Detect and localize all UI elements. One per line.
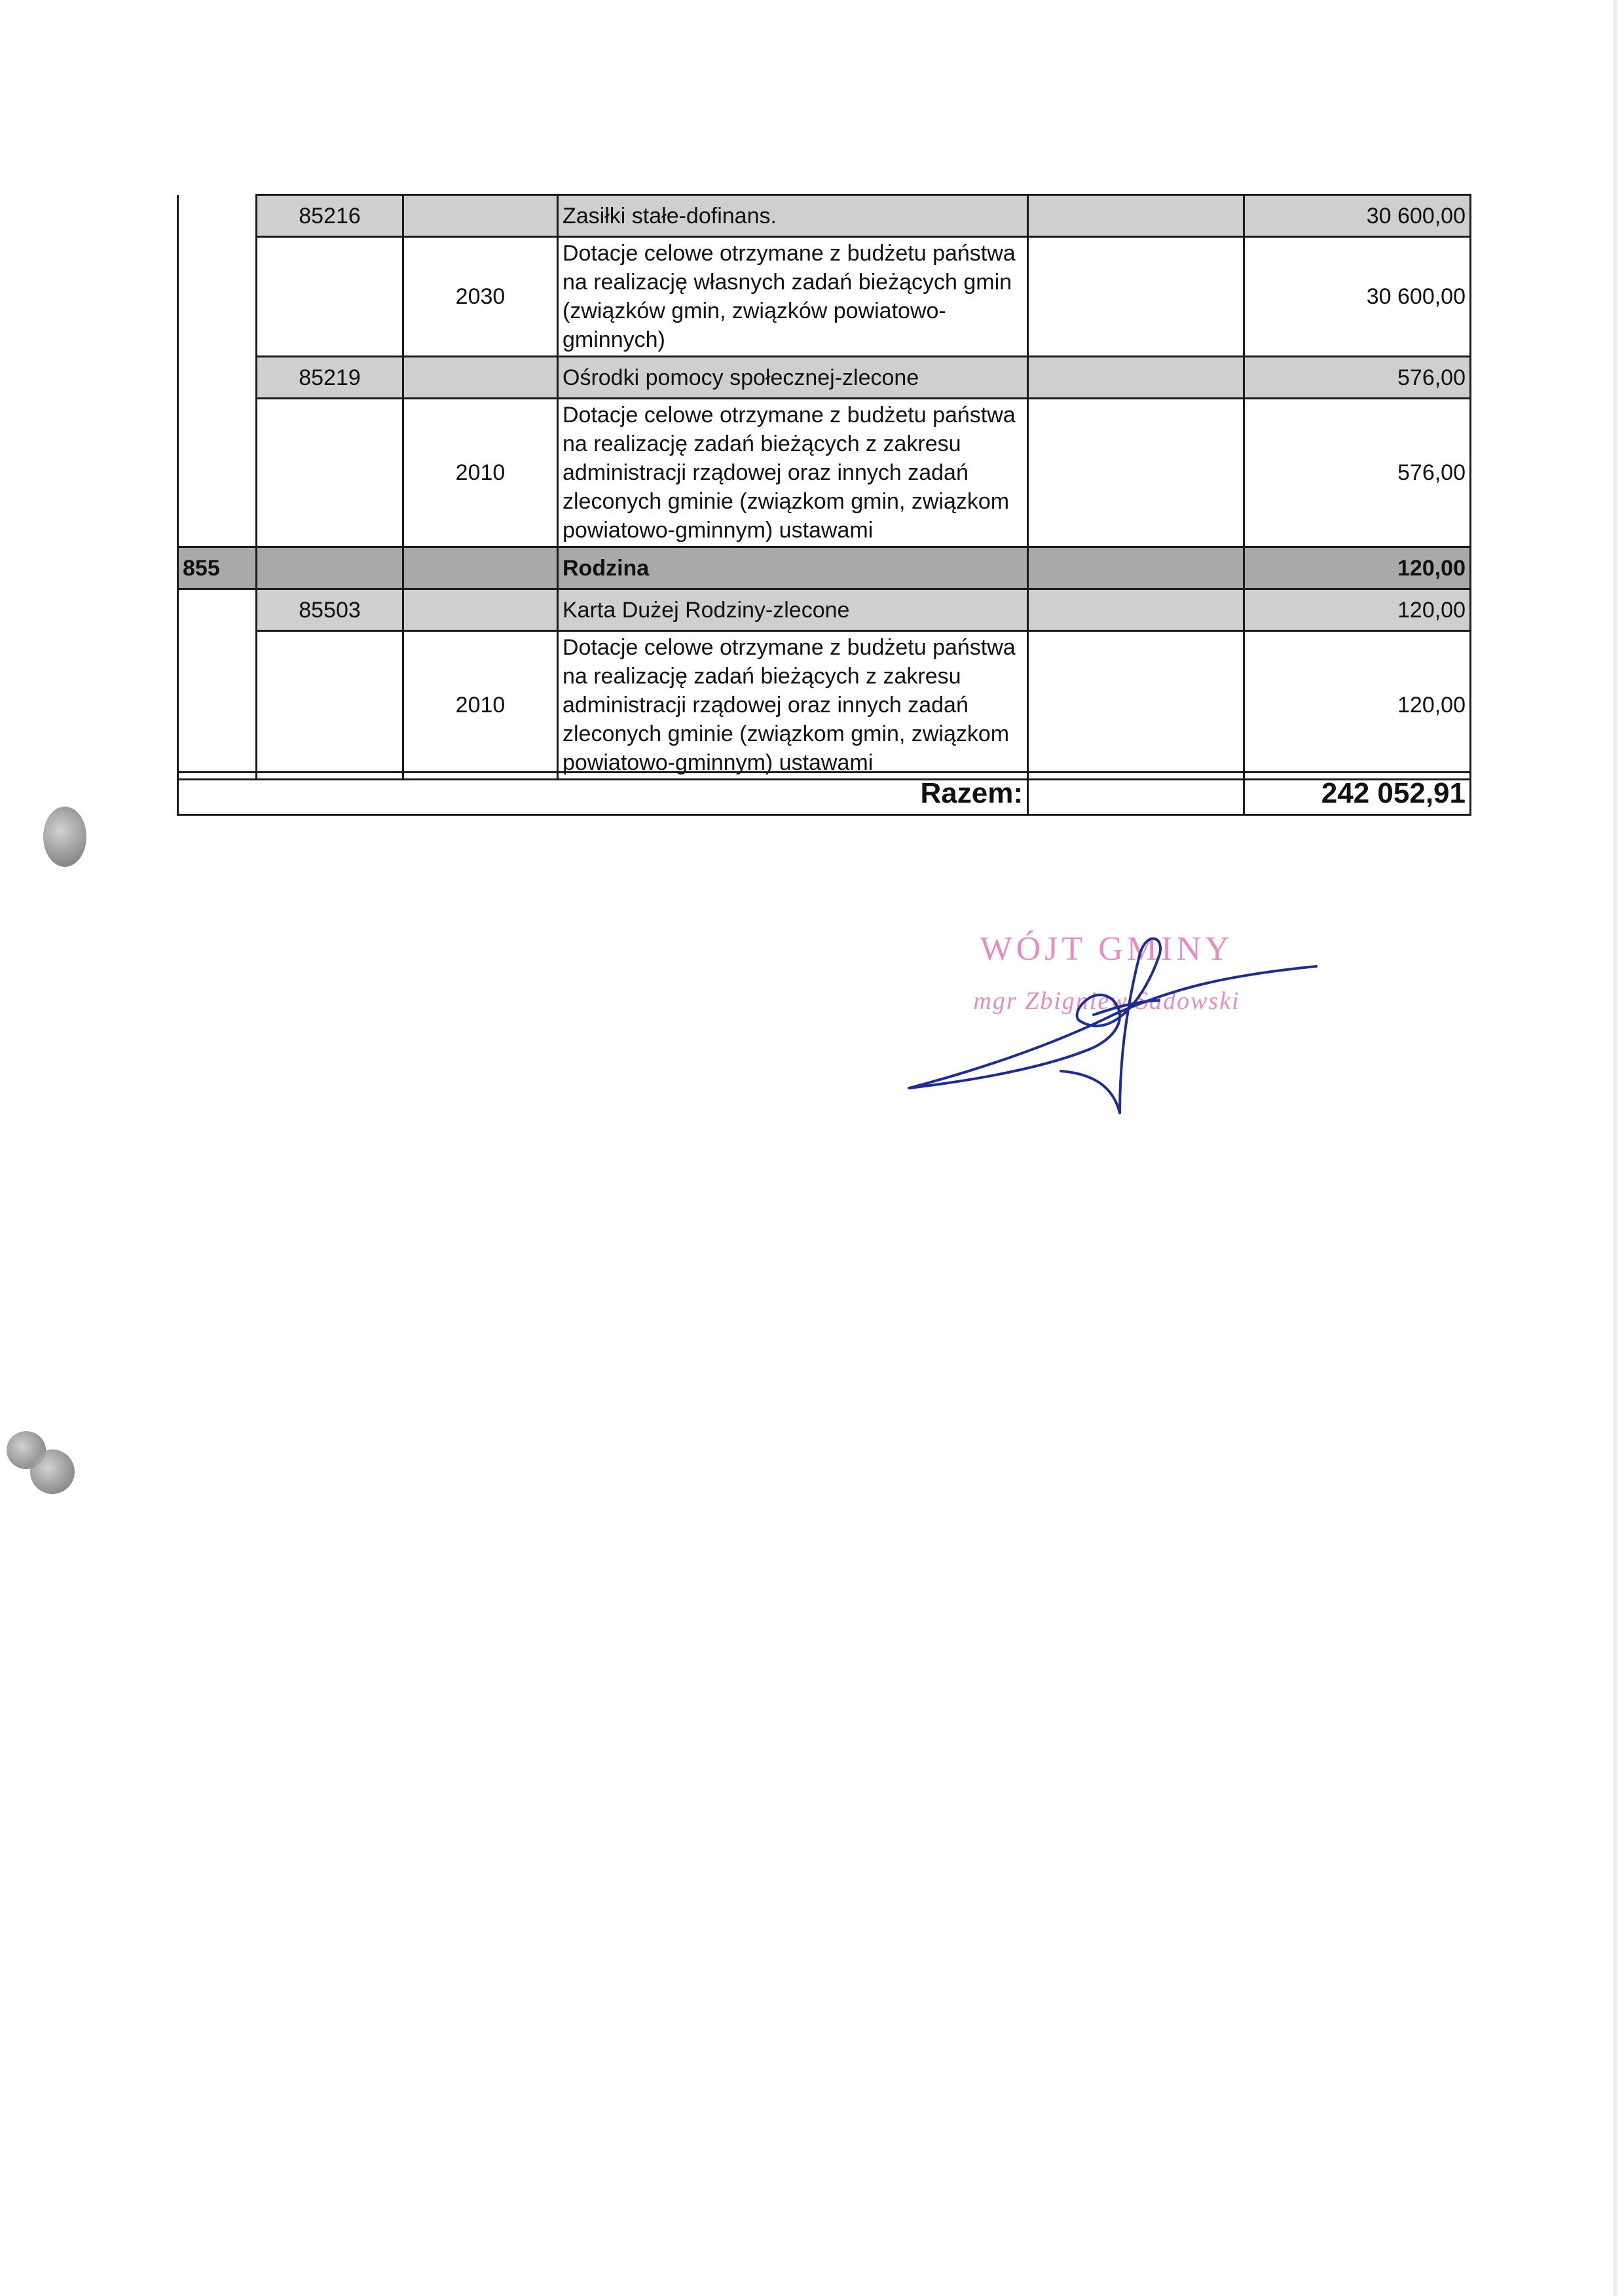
nazwa-cell: Ośrodki pomocy społecznej-zlecone (558, 357, 1028, 399)
paragraf-cell (403, 547, 558, 589)
kwota-cell: 576,00 (1244, 357, 1471, 399)
total-row (178, 773, 1471, 815)
rozdzial-cell (257, 237, 403, 357)
dzial-cell (178, 195, 257, 237)
blank-cell (1028, 357, 1244, 399)
dzial-cell: 855 (178, 547, 257, 589)
table-row-rozdzial-85219 (178, 357, 1471, 399)
rozdzial-cell: 85216 (257, 195, 403, 237)
nazwa-cell: Dotacje celowe otrzymane z budżetu państwa na realizację własnych zadań bieżących gmin (związków gmin, związków powiatowo-gminnych) (558, 237, 1028, 357)
kwota-cell: 576,00 (1244, 399, 1471, 547)
nazwa-cell: Dotacje celowe otrzymane z budżetu państwa na realizację zadań bieżących z zakresu administracji rządowej oraz innych zadań zleconych gminie (związkom gmin, związkom powiatowo-gminnym) ustawami (558, 631, 1028, 780)
nazwa-cell: Dotacje celowe otrzymane z budżetu państwa na realizację zadań bieżących z zakresu administracji rządowej oraz innych zadań zleconych gminie (związkom gmin, związkom powiatowo-gminnym) ustawami (558, 399, 1028, 547)
dzial-cell (178, 589, 257, 631)
total-label: Razem: (178, 773, 1028, 815)
paragraf-cell (403, 589, 558, 631)
nazwa-cell: Karta Dużej Rodziny-zlecone (558, 589, 1028, 631)
paragraf-cell (403, 357, 558, 399)
paragraf-cell: 2010 (403, 631, 558, 780)
rozdzial-cell (257, 547, 403, 589)
kwota-cell: 120,00 (1244, 631, 1471, 780)
kwota-cell: 30 600,00 (1244, 237, 1471, 357)
dzial-cell (178, 357, 257, 399)
nazwa-cell: Zasiłki stałe-dofinans. (558, 195, 1028, 237)
table-row-paragraf-2010 (178, 399, 1471, 547)
budget-table (177, 194, 1471, 780)
nazwa-cell: Rodzina (558, 547, 1028, 589)
dzial-cell (178, 237, 257, 357)
table-row-dzial-855 (178, 547, 1471, 589)
blank-cell (1028, 631, 1244, 780)
table-row-rozdzial-85216 (178, 195, 1471, 237)
paragraf-cell: 2010 (403, 399, 558, 547)
blank-cell (1028, 399, 1244, 547)
table-row-paragraf-2010 (178, 631, 1471, 780)
blank-cell (1028, 237, 1244, 357)
blank-cell (1028, 195, 1244, 237)
dzial-cell (178, 399, 257, 547)
table-row-paragraf-2030 (178, 237, 1471, 357)
paragraf-cell: 2030 (403, 237, 558, 357)
total-blank-cell (1028, 773, 1244, 815)
blank-cell (1028, 547, 1244, 589)
page-edge (1614, 0, 1617, 2296)
kwota-cell: 120,00 (1244, 547, 1471, 589)
rozdzial-cell (257, 631, 403, 780)
rozdzial-cell: 85219 (257, 357, 403, 399)
kwota-cell: 120,00 (1244, 589, 1471, 631)
handwritten-signature (897, 917, 1323, 1139)
total-value: 242 052,91 (1244, 773, 1471, 815)
kwota-cell: 30 600,00 (1244, 195, 1471, 237)
table-row-rozdzial-85503 (178, 589, 1471, 631)
dzial-cell (178, 631, 257, 780)
rozdzial-cell: 85503 (257, 589, 403, 631)
stamp-title: WÓJT GMINY (980, 930, 1234, 968)
blank-cell (1028, 589, 1244, 631)
punch-hole-bottom-b (30, 1449, 75, 1494)
punch-hole-top (43, 807, 86, 867)
stamp-name: mgr Zbigniew Sadowski (973, 987, 1240, 1015)
paragraf-cell (403, 195, 558, 237)
rozdzial-cell (257, 399, 403, 547)
total-table (177, 771, 1471, 816)
